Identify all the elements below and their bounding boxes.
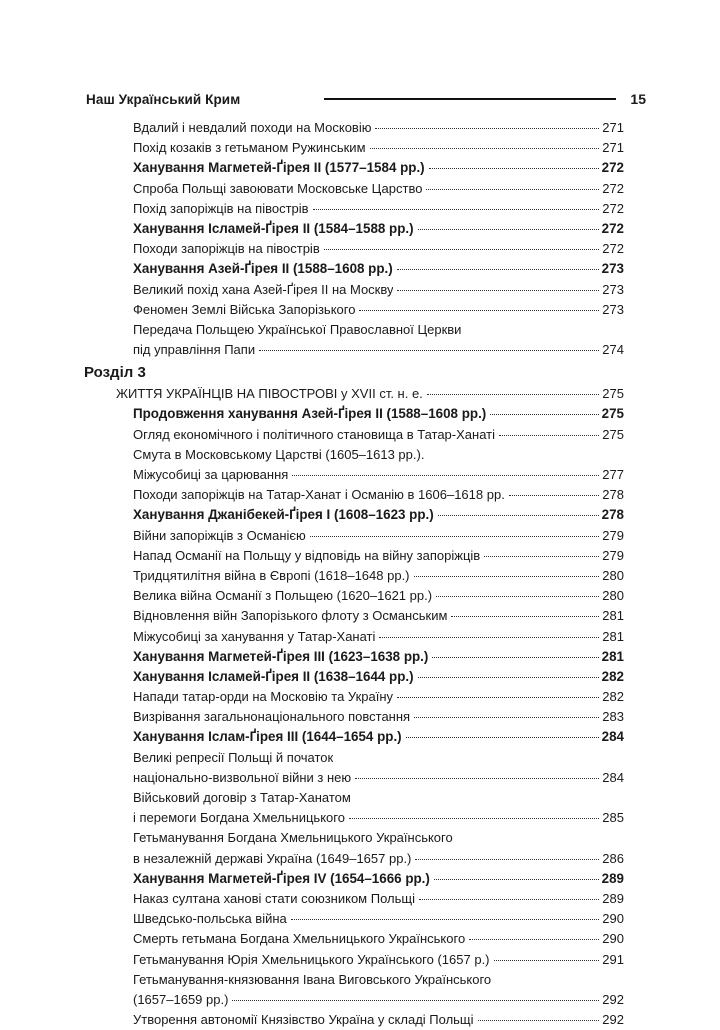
- toc-entry: [84, 118, 624, 138]
- dot-leader: [406, 737, 599, 738]
- toc-entry-title: Ханування Джанібекей-Ґірея I (1608–1623 рр.): [133, 507, 434, 523]
- toc-entry-title: Військовий договір з Татар-Ханатом: [133, 790, 351, 805]
- dot-leader: [499, 435, 599, 436]
- section-label: Розділ 3: [84, 364, 146, 382]
- toc-entry-title: Продовження ханування Азей-Ґірея II (1588–1608 рр.): [133, 406, 487, 422]
- toc-entry-page: 289: [602, 890, 624, 906]
- dot-leader: [494, 960, 599, 961]
- toc-entry-page: 271: [602, 140, 624, 156]
- dot-leader: [509, 495, 599, 496]
- toc-group-before: [84, 118, 624, 360]
- toc-entry-page: 278: [601, 507, 624, 523]
- toc-entry: [84, 566, 624, 586]
- toc-entry: [84, 849, 624, 869]
- toc-entry: [84, 727, 624, 747]
- toc-group-after: [84, 404, 624, 1030]
- dot-leader: [414, 717, 599, 718]
- toc-entry-page: 279: [602, 547, 624, 563]
- toc-entry-title: Ханування Ісламей-Ґірея II (1584–1588 рр.): [133, 220, 414, 236]
- toc-entry-page: 275: [601, 406, 624, 422]
- dot-leader: [232, 1000, 599, 1001]
- toc-entry: [84, 526, 624, 546]
- dot-leader: [432, 657, 598, 658]
- toc-entry-page: 273: [602, 301, 624, 317]
- toc-entry-page: 272: [602, 180, 624, 196]
- toc-entry: [84, 586, 624, 606]
- dot-leader: [324, 249, 599, 250]
- dot-leader: [379, 637, 599, 638]
- toc-entry: [84, 687, 624, 707]
- toc-entry-title: Ханування Магметей-Ґірея III (1623–1638 рр.): [133, 648, 429, 664]
- toc-entry-title: Напад Османії на Польщу у відповідь на війну запоріжців: [133, 547, 481, 563]
- toc-entry-title: і перемоги Богдана Хмельницького: [133, 810, 345, 826]
- toc-entry-page: 282: [602, 689, 624, 705]
- toc-entry-title: Феномен Землі Війська Запорізького: [133, 301, 356, 317]
- toc-entry-page: 291: [602, 951, 624, 967]
- toc-entry: [84, 889, 624, 909]
- toc-entry: [84, 259, 624, 279]
- toc-entry-page: 289: [601, 870, 624, 886]
- toc-entry: [84, 1010, 624, 1030]
- toc-entry: [84, 158, 624, 178]
- toc-entry: [84, 768, 624, 788]
- toc-entry-page: 272: [602, 241, 624, 257]
- toc-entry-title: Походи запоріжців на Татар-Ханат і Османію в 1606–1618 рр.: [133, 487, 505, 503]
- toc-entry: [84, 465, 624, 485]
- toc-entry-title: Походи запоріжців на півострів: [133, 241, 320, 257]
- toc-entry-page: 281: [602, 608, 624, 624]
- dot-leader: [484, 556, 599, 557]
- dot-leader: [426, 189, 599, 190]
- dot-leader: [419, 899, 599, 900]
- toc-entry: [84, 667, 624, 687]
- toc-entry-title: Великий похід хана Азей-Ґірея II на Москву: [133, 281, 394, 297]
- running-header: [86, 88, 646, 110]
- toc-entry: [84, 239, 624, 259]
- toc-entry-title: Похід запоріжців на півострів: [133, 200, 309, 216]
- dot-leader: [434, 879, 599, 880]
- toc-entry: [84, 929, 624, 949]
- toc-entry: [84, 869, 624, 889]
- toc-entry: [84, 647, 624, 667]
- toc-entry-page: 292: [602, 991, 624, 1007]
- toc-entry-title: Спроба Польщі завоювати Московське Царство: [133, 180, 423, 196]
- dot-leader: [478, 1020, 599, 1021]
- toc-entry-page: 285: [602, 810, 624, 826]
- toc-entry-page: 281: [602, 628, 624, 644]
- toc-entry-title: Ханування Азей-Ґірея II (1588–1608 рр.): [133, 261, 393, 277]
- toc-entry-page: 283: [602, 709, 624, 725]
- toc-entry: [84, 320, 624, 340]
- toc-entry-page: 277: [602, 467, 624, 482]
- toc-entry-title: Огляд економічного і політичного становища в Татар-Ханаті: [133, 426, 495, 442]
- toc-entry-page: 286: [602, 850, 624, 866]
- toc-entry-page: 281: [601, 648, 624, 664]
- dot-leader: [291, 919, 599, 920]
- book-title: Наш Український Крим: [86, 91, 241, 107]
- toc-entry-page: 279: [602, 527, 624, 543]
- dot-leader: [427, 394, 599, 395]
- toc-entry-page: 284: [601, 729, 624, 745]
- dot-leader: [490, 414, 598, 415]
- toc-entry: [84, 950, 624, 970]
- toc-entry-page: 274: [602, 342, 624, 358]
- dot-leader: [415, 859, 599, 860]
- dot-leader: [313, 209, 599, 210]
- dot-leader: [375, 128, 599, 129]
- toc-entry-title: Ханування Іслам-Ґірея III (1644–1654 рр.): [133, 729, 402, 745]
- section-heading: [84, 362, 624, 384]
- toc-entry-page: 271: [602, 120, 624, 135]
- toc-entry-page: 280: [602, 567, 624, 583]
- dot-leader: [451, 616, 599, 617]
- toc-entry: [84, 970, 624, 990]
- toc-entry-title: Гетьманування Юрія Хмельницького Українського (1657 р.): [133, 951, 490, 967]
- toc-entry: [84, 546, 624, 566]
- dot-leader: [359, 310, 599, 311]
- toc-entry-page: 272: [602, 200, 624, 216]
- toc-entry-page: 280: [602, 588, 624, 604]
- toc-entry: [84, 219, 624, 239]
- dot-leader: [310, 536, 599, 537]
- toc-entry: [84, 280, 624, 300]
- toc-entry-title: Напади татар-орди на Московію та Україну: [133, 689, 394, 705]
- toc-entry-title: Шведсько-польська війна: [133, 911, 287, 927]
- toc-entry: [84, 199, 624, 219]
- toc-entry-title: Війни запоріжців з Османією: [133, 527, 306, 543]
- dot-leader: [469, 939, 599, 940]
- toc-entry-title: Відновлення війн Запорізького флоту з Османським: [133, 608, 448, 624]
- toc-entry: [84, 404, 624, 424]
- page-number: 15: [630, 91, 646, 107]
- toc-entry-title: Велика війна Османії з Польщею (1620–1621 рр.): [133, 588, 433, 604]
- dot-leader: [292, 475, 599, 476]
- toc-entry: [84, 300, 624, 320]
- header-rule: [324, 98, 616, 100]
- dot-leader: [397, 269, 599, 270]
- toc-entry-title: Утворення автономії Князівство Україна у складі Польщі: [133, 1012, 474, 1028]
- toc-entry-title: Вдалий і невдалий походи на Московію: [133, 120, 372, 135]
- section-title: ЖИТТЯ УКРАЇНЦІВ НА ПІВОСТРОВІ у XVII ст. н. е.: [116, 386, 423, 402]
- toc-entry: [84, 485, 624, 505]
- toc-entry: [84, 808, 624, 828]
- toc-entry-title: Ханування Магметей-Ґірея IV (1654–1666 рр.): [133, 870, 430, 886]
- toc-entry-title: Ханування Ісламей-Ґірея II (1638–1644 рр.): [133, 668, 414, 684]
- toc-entry-page: 273: [601, 261, 624, 277]
- table-of-contents: [84, 118, 624, 1030]
- toc-entry: [84, 627, 624, 647]
- toc-entry-page: 284: [602, 769, 624, 785]
- toc-entry-section: [84, 384, 624, 404]
- dot-leader: [259, 350, 599, 351]
- toc-entry-title: Тридцятилітня війна в Європі (1618–1648 рр.): [133, 567, 410, 583]
- toc-entry-title: Смута в Московському Царстві (1605–1613 рр.).: [133, 446, 425, 462]
- toc-entry-page: 290: [602, 911, 624, 927]
- toc-entry: [84, 138, 624, 158]
- dot-leader: [355, 778, 599, 779]
- toc-entry: [84, 748, 624, 768]
- toc-entry: [84, 340, 624, 360]
- toc-entry: [84, 445, 624, 465]
- toc-entry-title: під управління Папи: [133, 342, 256, 358]
- dot-leader: [414, 576, 599, 577]
- toc-entry-title: Наказ султана ханові стати союзником Польщі: [133, 890, 415, 906]
- toc-entry-title: Похід козаків з гетьманом Ружинським: [133, 140, 366, 156]
- toc-entry-page: 272: [601, 160, 624, 176]
- toc-entry-title: Ханування Магметей-Ґірея II (1577–1584 рр.): [133, 160, 425, 176]
- dot-leader: [436, 596, 599, 597]
- dot-leader: [418, 677, 599, 678]
- dot-leader: [418, 229, 599, 230]
- section-page: 275: [602, 386, 624, 402]
- dot-leader: [349, 818, 599, 819]
- toc-entry-title: національно-визвольної війни з нею: [133, 769, 352, 785]
- dot-leader: [438, 515, 599, 516]
- toc-entry: [84, 828, 624, 848]
- toc-entry-page: 278: [602, 487, 624, 503]
- toc-entry: [84, 425, 624, 445]
- toc-entry: [84, 179, 624, 199]
- toc-entry-title: Гетьманування Богдана Хмельницького Українського: [133, 830, 453, 846]
- toc-entry-title: Міжусобиці за ханування у Татар-Ханаті: [133, 628, 376, 644]
- toc-entry-title: Міжусобиці за царювання: [133, 467, 289, 482]
- toc-entry: [84, 505, 624, 525]
- toc-entry-title: (1657–1659 рр.): [133, 991, 229, 1007]
- toc-entry: [84, 606, 624, 626]
- toc-entry: [84, 909, 624, 929]
- toc-entry-page: 292: [602, 1012, 624, 1028]
- toc-entry: [84, 707, 624, 727]
- toc-entry: [84, 788, 624, 808]
- toc-entry-title: Визрівання загальнонаціонального повстання: [133, 709, 411, 725]
- toc-entry-page: 290: [602, 931, 624, 947]
- toc-entry-title: Передача Польщею Української Православної Церкви: [133, 321, 462, 337]
- toc-entry-title: Гетьманування-князювання Івана Виговського Українського: [133, 971, 492, 987]
- toc-entry-page: 273: [602, 281, 624, 297]
- toc-entry-page: 272: [601, 220, 624, 236]
- toc-entry-page: 282: [601, 668, 624, 684]
- toc-entry-page: 275: [602, 426, 624, 442]
- dot-leader: [370, 148, 599, 149]
- toc-entry-title: Великі репресії Польщі й початок: [133, 749, 334, 765]
- toc-entry-title: в незалежній державі Україна (1649–1657 рр.): [133, 850, 412, 866]
- dot-leader: [397, 290, 599, 291]
- toc-entry-title: Смерть гетьмана Богдана Хмельницького Українського: [133, 931, 466, 947]
- dot-leader: [397, 697, 599, 698]
- dot-leader: [429, 168, 599, 169]
